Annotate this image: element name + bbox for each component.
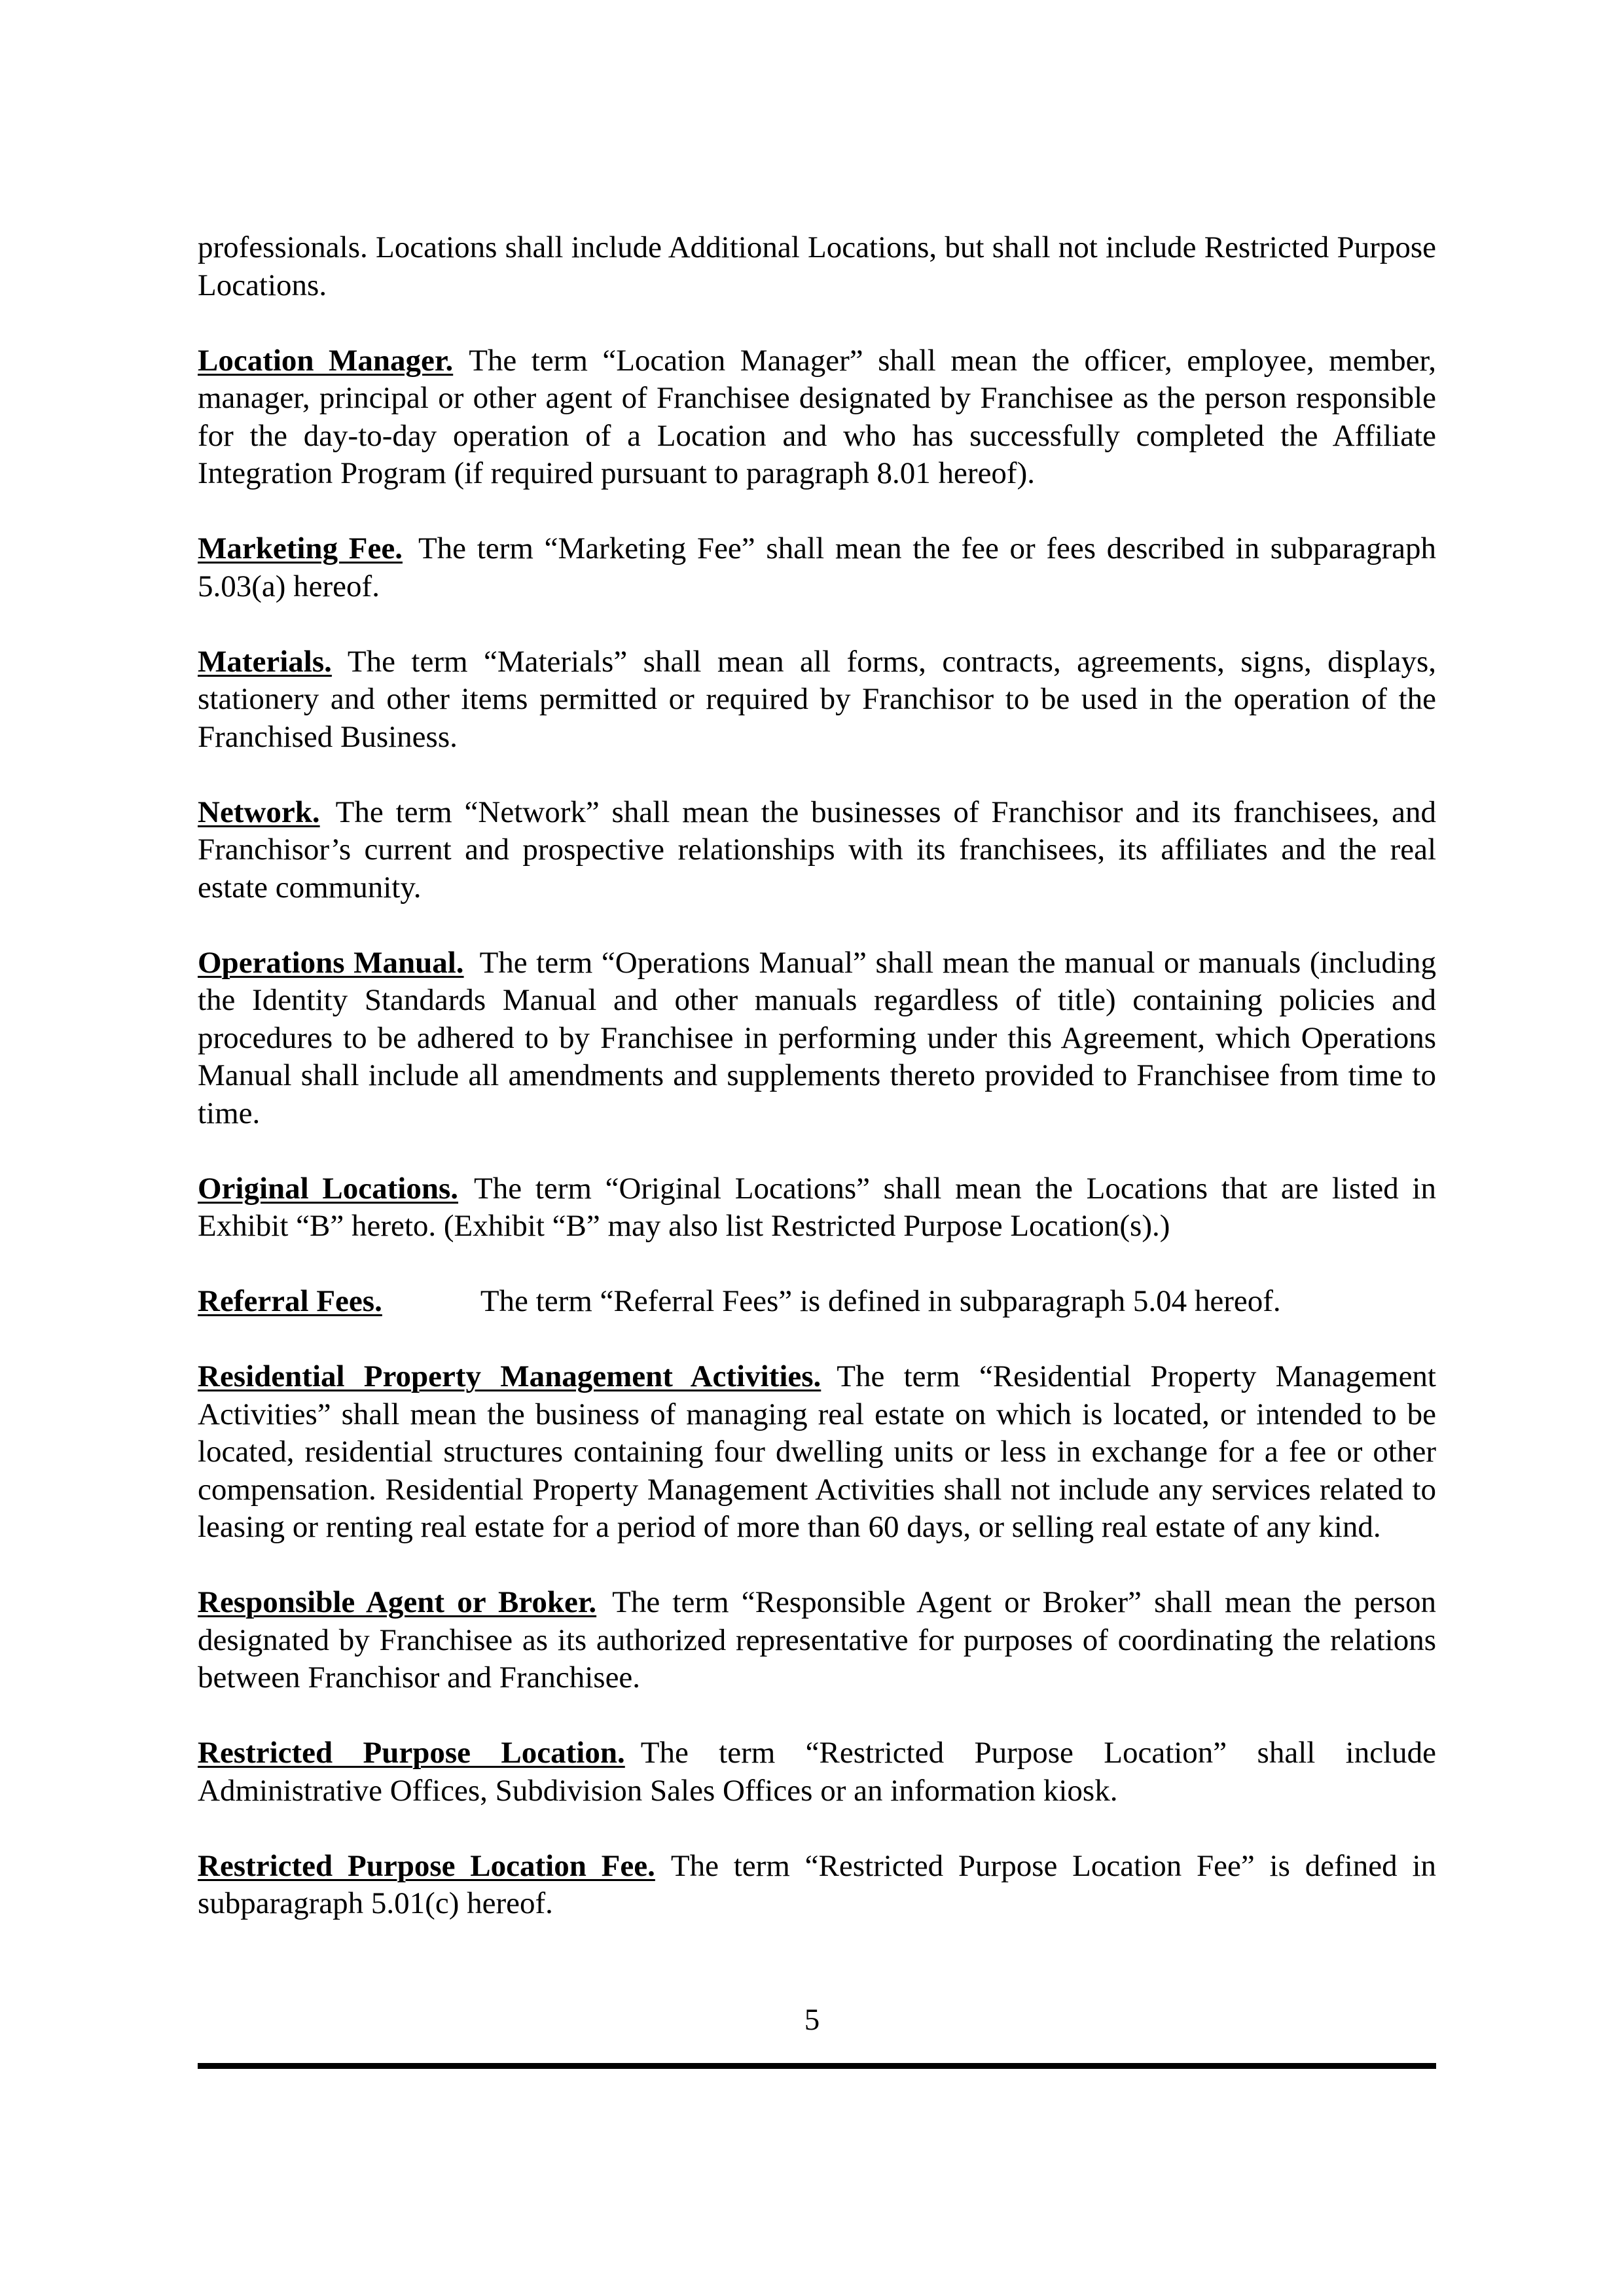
definition-body: The term “Restricted Purpose Location” shall include Administrative Offices, Subdivision Sales Offices or an information kiosk. [198, 1736, 1437, 1808]
definition-body: The term “Materials” shall mean all forms, contracts, agreements, signs, displays, stationery and other items permitted or required by Franchisor to be used in the operation of the Franchised Business. [198, 644, 1436, 754]
definition-term: Referral Fees. [198, 1284, 382, 1318]
definition-term: Original Locations. [198, 1171, 459, 1206]
definition-body: The term “Operations Manual” shall mean the manual or manuals (including the Identity Standards Manual and other manuals regardless of title) containing policies and procedures to be adhered to by Franchisee in performing under this Agreement, which Operations Manual shall include all amendments and supplements thereto provided to Franchisee from time to time. [198, 945, 1436, 1130]
definition-term: Restricted Purpose Location Fee. [198, 1848, 655, 1883]
definition-body: The term “Location Manager” shall mean the officer, employee, member, manager, principal or other agent of Franchisee designated by Franchisee as the person responsible for the day-to-day operation of a Location and who has successfully completed the Affiliate Integration Program (if required pursuant to paragraph 8.01 hereof). [198, 343, 1436, 490]
definition-body: The term “Referral Fees” is defined in subparagraph 5.04 hereof. [480, 1284, 1281, 1318]
definition-body: The term “Network” shall mean the businesses of Franchisor and its franchisees, and Franchisor’s current and prospective relationships with its franchisees, its affiliates and the real estate community. [198, 795, 1436, 905]
definition-term: Marketing Fee. [198, 531, 403, 565]
definition-term: Residential Property Management Activities. [198, 1359, 821, 1393]
continuation-paragraph: professionals. Locations shall include Additional Locations, but shall not include Restricted Purpose Locations. [198, 230, 1436, 302]
definition-body: The term “Restricted Purpose Location Fee” is defined in subparagraph 5.01(c) hereof. [198, 1848, 1437, 1920]
definition-term: Responsible Agent or Broker. [198, 1585, 597, 1619]
definition-location-manager [198, 342, 1436, 493]
definition-body: The term “Residential Property Management Activities” shall mean the business of managing real estate on which is located, or intended to be located, residential structures containing four dwelling units or less in exchange for a fee or other compensation. Residential Property Management Activities shall not include any services related to leasing or renting real estate for a period of more than 60 days, or selling real estate of any kind. [198, 1359, 1436, 1544]
definition-operations-manual [198, 944, 1436, 1133]
definition-network [198, 794, 1436, 907]
definition-restricted-purpose-location [198, 1734, 1436, 1810]
definition-term: Materials. [198, 644, 332, 679]
definition-referral-fees [198, 1283, 1436, 1321]
page-number: 5 [804, 2003, 820, 2037]
definition-residential-property-management [198, 1358, 1436, 1547]
definition-term: Location Manager. [198, 343, 454, 378]
definition-body: The term “Responsible Agent or Broker” shall mean the person designated by Franchisee as its authorized representative for purposes of coordinating the relations between Franchisor and Franchisee. [198, 1585, 1437, 1695]
definition-restricted-purpose-location-fee [198, 1848, 1436, 1923]
definition-term: Restricted Purpose Location. [198, 1736, 625, 1770]
footer-rule [198, 2063, 1436, 2069]
document-body [198, 229, 1436, 1960]
definition-body: The term “Marketing Fee” shall mean the fee or fees described in subparagraph 5.03(a) hereof. [198, 531, 1436, 603]
definition-term: Network. [198, 795, 320, 829]
definition-original-locations [198, 1170, 1436, 1246]
definition-materials [198, 643, 1436, 757]
definition-body: The term “Original Locations” shall mean the Locations that are listed in Exhibit “B” hereto. (Exhibit “B” may also list Restricted Purpose Location(s).) [198, 1171, 1436, 1243]
definition-responsible-agent [198, 1584, 1436, 1697]
definition-term: Operations Manual. [198, 945, 464, 980]
definition-marketing-fee [198, 530, 1436, 605]
